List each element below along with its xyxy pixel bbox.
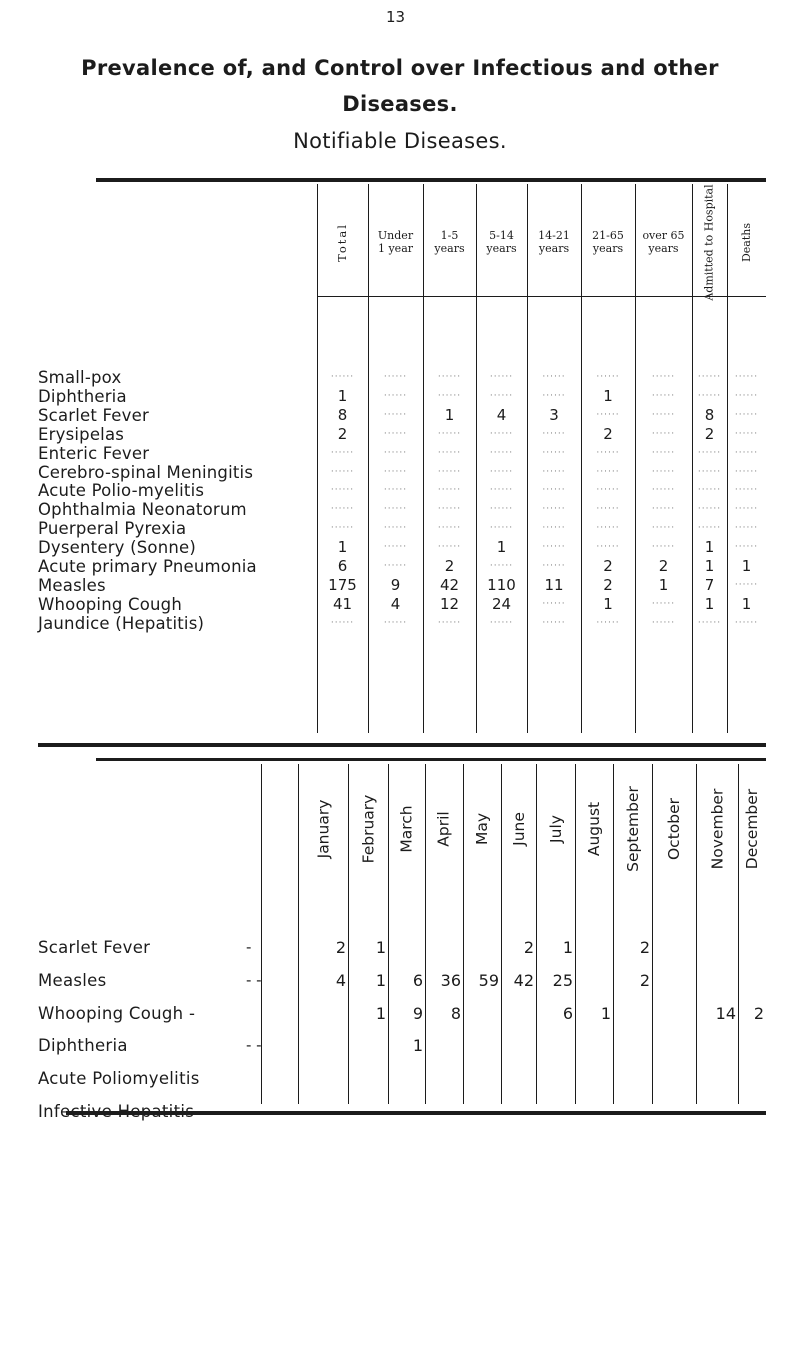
- column-header-line: 1 year: [377, 242, 414, 255]
- column-header: [727, 192, 766, 292]
- empty-cell: ······: [437, 485, 462, 496]
- table-row: [38, 519, 766, 539]
- table-cell: 8: [337, 405, 348, 424]
- disease-name: Dysentery (Sonne): [38, 538, 196, 558]
- empty-cell: ······: [383, 466, 408, 477]
- table-cell: 2: [639, 970, 650, 990]
- empty-cell: ······: [437, 428, 462, 439]
- column-header-line: years: [648, 242, 679, 255]
- empty-cell: ······: [596, 409, 620, 420]
- empty-cell: ······: [489, 561, 514, 571]
- table-row: [38, 500, 766, 520]
- disease-name: Scarlet Fever: [38, 938, 151, 957]
- table-cell: 8: [704, 405, 715, 424]
- table-cell: 2: [523, 938, 534, 957]
- month-header: [738, 764, 766, 894]
- disease-name: Diphtheria: [38, 1036, 128, 1056]
- empty-cell: ······: [542, 561, 566, 571]
- section-subtitle: Notifiable Diseases.: [293, 129, 507, 153]
- table-cell: 2: [603, 575, 613, 594]
- empty-cell: ······: [437, 523, 462, 534]
- empty-cell: ······: [542, 617, 566, 628]
- empty-cell: ······: [697, 447, 722, 458]
- disease-name: Infective Hepatitis: [38, 1102, 195, 1121]
- disease-name: Measles: [38, 970, 107, 990]
- page-title: Prevalence of, and Control over Infectious and other: [81, 56, 719, 80]
- empty-cell: ······: [383, 409, 408, 420]
- column-header-line: Under: [377, 229, 414, 242]
- empty-cell: ······: [651, 409, 676, 420]
- column-header-line: 21-65: [592, 229, 624, 242]
- table-top-rule: [96, 758, 766, 761]
- table-cell: 1: [741, 594, 752, 613]
- table-row: [38, 1069, 766, 1091]
- table-cell: 2: [704, 424, 715, 443]
- disease-name: Whooping Cough -: [38, 1003, 196, 1023]
- month-header: [613, 764, 652, 894]
- empty-cell: ······: [651, 466, 676, 477]
- disease-name: Diphtheria: [38, 386, 127, 406]
- column-header-label: Admitted to Hospital: [703, 183, 716, 301]
- empty-cell: ······: [437, 447, 462, 458]
- table-row: [38, 444, 766, 464]
- empty-cell: ······: [697, 372, 722, 382]
- column-header-label: [642, 229, 684, 255]
- disease-name: Scarlet Fever: [38, 405, 149, 425]
- table-cell: 2: [753, 1003, 764, 1023]
- table-row: [38, 1004, 766, 1026]
- empty-cell: ······: [542, 504, 566, 515]
- empty-cell: ······: [437, 390, 462, 401]
- page-title-continued: Diseases.: [342, 92, 458, 116]
- table-cell: 2: [603, 424, 613, 443]
- table-cell: 1: [496, 538, 507, 557]
- table-cell: 1: [412, 1036, 423, 1056]
- table-row: [38, 425, 766, 445]
- table-cell: 6: [562, 1003, 573, 1023]
- empty-cell: ······: [697, 390, 722, 401]
- column-header-label: [538, 229, 570, 255]
- month-label: November: [708, 788, 727, 870]
- month-header: [575, 764, 613, 894]
- column-header-line: years: [434, 242, 465, 255]
- table-cell: 1: [603, 594, 613, 613]
- empty-cell: ······: [542, 523, 566, 534]
- table-cell: 4: [335, 970, 346, 990]
- table-cell: 41: [332, 594, 353, 613]
- column-header-label: Deaths: [740, 222, 754, 262]
- column-header: [423, 192, 476, 292]
- table-cell: 1: [562, 938, 573, 957]
- table-cell: 175: [328, 575, 357, 594]
- empty-cell: ······: [542, 542, 566, 553]
- month-header: [425, 764, 463, 894]
- column-header: [635, 192, 692, 292]
- table-cell: 42: [439, 575, 460, 594]
- empty-cell: ······: [330, 466, 355, 477]
- table-cell: 1: [704, 594, 715, 613]
- month-header: [696, 764, 738, 894]
- empty-cell: ······: [596, 542, 620, 553]
- empty-cell: ······: [330, 447, 355, 458]
- empty-cell: ······: [330, 485, 355, 496]
- table-cell: 1: [600, 1003, 611, 1023]
- empty-cell: ······: [651, 390, 676, 401]
- table-cell: 1: [375, 970, 386, 990]
- empty-cell: ······: [330, 523, 355, 534]
- column-header-line: 5-14: [489, 229, 514, 242]
- disease-name: Small-pox: [38, 368, 122, 387]
- empty-cell: ······: [734, 428, 759, 439]
- table-cell: 1: [658, 575, 669, 594]
- table-cell: 24: [491, 594, 512, 613]
- empty-cell: ······: [542, 466, 566, 477]
- table-cell: 3: [549, 405, 559, 424]
- column-header: [476, 192, 527, 292]
- column-header-line: years: [592, 242, 624, 255]
- month-label: October: [665, 797, 683, 861]
- empty-cell: ······: [651, 504, 676, 515]
- month-label: August: [585, 801, 603, 857]
- table-row: [38, 971, 766, 993]
- empty-cell: ······: [596, 523, 620, 534]
- empty-cell: ······: [383, 561, 408, 571]
- table-cell: 2: [603, 557, 613, 575]
- table-row: [38, 938, 766, 960]
- table-cell: 1: [337, 538, 348, 557]
- disease-name: Measles: [38, 575, 106, 595]
- column-header-line: 14-21: [538, 229, 570, 242]
- disease-name: Acute primary Pneumonia: [38, 557, 257, 576]
- empty-cell: ······: [697, 617, 722, 628]
- table-cell: 7: [704, 575, 715, 594]
- disease-name: Cerebro-spinal Meningitis: [38, 462, 254, 482]
- table-cell: 2: [639, 938, 650, 957]
- table-cell: 4: [496, 405, 507, 424]
- month-label: January: [314, 799, 333, 859]
- row-dash: -: [246, 938, 252, 956]
- table-cell: 4: [390, 594, 401, 613]
- empty-cell: ······: [437, 466, 462, 477]
- empty-cell: ······: [596, 372, 620, 382]
- table-cell: 11: [544, 575, 564, 594]
- empty-cell: ······: [734, 447, 759, 458]
- column-header-label: [592, 229, 624, 255]
- empty-cell: ······: [330, 504, 355, 515]
- empty-cell: ······: [734, 523, 759, 534]
- empty-cell: ······: [734, 504, 759, 515]
- table-cell: 1: [704, 557, 715, 575]
- column-header-label: [434, 229, 464, 255]
- empty-cell: ······: [489, 447, 514, 458]
- table-cell: 110: [487, 575, 516, 594]
- disease-name: Enteric Fever: [38, 443, 150, 463]
- disease-name: Jaundice (Hepatitis): [38, 613, 205, 633]
- month-header: [388, 764, 425, 894]
- empty-cell: ······: [651, 485, 676, 496]
- month-header: [463, 764, 501, 894]
- empty-cell: ······: [489, 428, 514, 439]
- disease-name: Acute Poliomyelitis: [38, 1069, 200, 1089]
- table-cell: 8: [450, 1003, 461, 1023]
- empty-cell: ······: [542, 598, 566, 609]
- table-row: [38, 463, 766, 483]
- empty-cell: ······: [437, 504, 462, 515]
- table-cell: 1: [704, 538, 715, 557]
- empty-cell: ······: [383, 428, 408, 439]
- table-row: [38, 387, 766, 407]
- table-cell: 2: [444, 557, 455, 575]
- table-row: [38, 576, 766, 596]
- month-label: March: [397, 805, 416, 853]
- table-row: [38, 538, 766, 558]
- empty-cell: ······: [651, 617, 676, 628]
- empty-cell: ······: [596, 466, 620, 477]
- empty-cell: ······: [651, 372, 676, 382]
- month-label: July: [546, 815, 565, 843]
- table-cell: 1: [337, 386, 348, 405]
- empty-cell: ······: [697, 504, 722, 515]
- table-cell: 9: [390, 575, 401, 594]
- empty-cell: ······: [383, 372, 408, 382]
- column-header-line: years: [538, 242, 570, 255]
- table-top-rule: [96, 178, 766, 182]
- table-row: [38, 614, 766, 634]
- month-header: [348, 764, 388, 894]
- table-cell: 12: [439, 594, 460, 613]
- empty-cell: ······: [734, 409, 759, 420]
- empty-cell: ······: [542, 372, 566, 382]
- column-header: [527, 192, 581, 292]
- column-header: [581, 192, 635, 292]
- empty-cell: ······: [596, 504, 620, 515]
- table-cell: 36: [440, 970, 461, 990]
- month-header: [298, 764, 348, 894]
- table-cell: 1: [375, 938, 386, 957]
- table-cell: 9: [412, 1003, 423, 1023]
- empty-cell: ······: [542, 485, 566, 496]
- empty-cell: ······: [383, 390, 408, 401]
- empty-cell: ······: [437, 617, 462, 628]
- empty-cell: ······: [697, 523, 722, 534]
- table-cell: 6: [337, 557, 348, 575]
- empty-cell: ······: [437, 542, 462, 553]
- empty-cell: ······: [734, 579, 759, 590]
- table-cell: 1: [741, 557, 752, 575]
- month-label: May: [472, 812, 491, 846]
- month-header: [501, 764, 536, 894]
- empty-cell: ······: [542, 447, 566, 458]
- disease-name: Puerperal Pyrexia: [38, 519, 187, 539]
- table-row: [38, 368, 766, 388]
- month-label: September: [623, 786, 642, 872]
- empty-cell: ······: [596, 617, 620, 628]
- row-dash: - -: [246, 1036, 262, 1055]
- table-row: [38, 481, 766, 501]
- column-header-label: Total: [334, 222, 349, 262]
- month-header: [652, 764, 696, 894]
- table-cell: 2: [337, 424, 348, 443]
- column-header: [317, 192, 368, 292]
- table-cell: 2: [335, 938, 346, 957]
- empty-cell: ······: [383, 617, 408, 628]
- month-header: [536, 764, 575, 894]
- column-header-line: years: [486, 242, 517, 255]
- empty-cell: ······: [489, 372, 514, 382]
- disease-name: Ophthalmia Neonatorum: [38, 500, 247, 520]
- table-cell: 1: [444, 405, 455, 424]
- empty-cell: ······: [489, 617, 514, 628]
- month-label: June: [509, 812, 528, 846]
- empty-cell: ······: [330, 617, 355, 628]
- table-row: [38, 1036, 766, 1058]
- empty-cell: ······: [489, 523, 514, 534]
- empty-cell: ······: [383, 523, 408, 534]
- table-cell: 42: [513, 970, 534, 990]
- empty-cell: ······: [734, 372, 759, 382]
- empty-cell: ······: [383, 542, 408, 553]
- empty-cell: ······: [697, 485, 722, 496]
- empty-cell: ······: [383, 504, 408, 515]
- empty-cell: ······: [734, 466, 759, 477]
- table-row: [38, 1102, 766, 1124]
- empty-cell: ······: [697, 466, 722, 477]
- empty-cell: ······: [651, 523, 676, 534]
- column-header: [368, 192, 423, 292]
- column-header-line: over 65: [642, 229, 685, 242]
- table-row: [38, 595, 766, 615]
- empty-cell: ······: [734, 485, 759, 496]
- table-cell: 2: [658, 557, 669, 575]
- table-cell: 25: [552, 970, 573, 990]
- empty-cell: ······: [383, 485, 408, 496]
- table-cell: 1: [603, 386, 613, 405]
- month-label: April: [435, 811, 453, 847]
- disease-name: Acute Polio-myelitis: [38, 481, 205, 501]
- table-cell: 59: [478, 970, 499, 990]
- column-header-label: [378, 229, 413, 255]
- empty-cell: ······: [542, 428, 566, 439]
- column-header-label: [486, 229, 516, 255]
- empty-cell: ······: [489, 485, 514, 496]
- empty-cell: ······: [734, 617, 759, 628]
- empty-cell: ······: [734, 542, 759, 553]
- disease-name: Whooping Cough: [38, 594, 183, 614]
- disease-name: Erysipelas: [38, 424, 125, 444]
- page-number: 13: [386, 8, 406, 26]
- table-row: [38, 406, 766, 426]
- empty-cell: ······: [542, 390, 566, 401]
- table-bottom-rule: [38, 743, 766, 747]
- empty-cell: ······: [437, 372, 462, 382]
- empty-cell: ······: [330, 372, 355, 382]
- table-cell: 14: [715, 1003, 736, 1023]
- empty-cell: ······: [596, 447, 620, 458]
- empty-cell: ······: [651, 447, 676, 458]
- empty-cell: ······: [383, 447, 408, 458]
- column-header: [692, 183, 727, 301]
- empty-cell: ······: [596, 485, 620, 496]
- row-dash: - -: [246, 970, 262, 989]
- empty-cell: ······: [651, 428, 676, 439]
- table-cell: 6: [412, 970, 423, 990]
- empty-cell: ······: [651, 598, 676, 609]
- table-row: [38, 557, 766, 577]
- empty-cell: ······: [734, 390, 759, 401]
- month-label: December: [743, 788, 762, 870]
- column-header-line: 1-5: [440, 229, 459, 242]
- empty-cell: ······: [489, 390, 514, 401]
- empty-cell: ······: [651, 542, 676, 553]
- empty-cell: ······: [489, 504, 514, 515]
- month-label: February: [359, 794, 377, 864]
- empty-cell: ······: [489, 466, 514, 477]
- table-cell: 1: [375, 1003, 386, 1023]
- header-rule: [317, 296, 766, 297]
